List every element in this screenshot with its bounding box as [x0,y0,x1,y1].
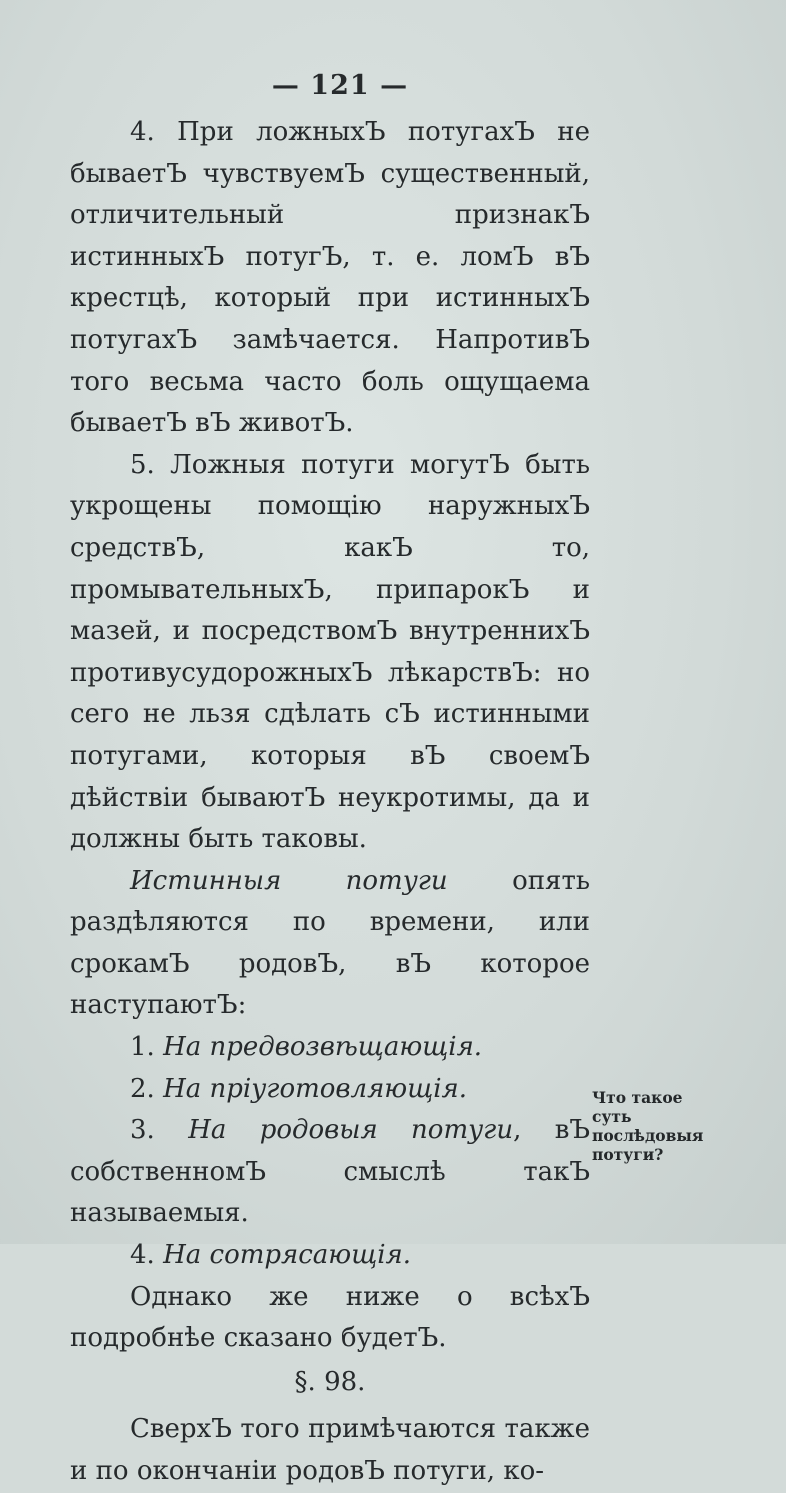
paragraph-5: 5. Ложныя потуги могутЪ быть укрощены помощію наружныхЪ средствЪ, какЪ то, промывательныхЪ, припарокЪ и мазей, и посредствомЪ внутреннихЪ противусудорожныхЪ лѣкарствЪ: но сего не льзя сдѣлать сЪ истинными потугами, которыя вЪ своемЪ дѣйствіи бываютЪ неукротимы, да и должны быть таковы. [70,449,590,855]
list-item-italic: На сотрясающія. [163,1240,412,1271]
margin-note: Что такое суть послѣдовыя потуги? [592,1088,704,1164]
list-item-italic: На пріуготовляющія. [163,1073,468,1104]
intro-italic: Истинныя потуги [130,865,448,896]
intro-rest: опять раздѣляются по времени, или срокамЪ родовЪ, вЪ которое наступаютЪ: [70,865,590,1021]
paragraph-intro [70,861,590,1027]
list-item-italic: На родовыя потуги [188,1115,514,1146]
page-number: — 121 — [271,70,409,101]
list-item-rest: , вЪ собственномЪ смыслѣ такЪ называемыя. [70,1115,591,1229]
last-paragraph: СверхЪ того примѣчаются также и по окончаніи родовЪ потуги, ко- [70,1414,590,1486]
list-item [70,1235,590,1277]
list-item [70,1110,590,1235]
paragraph-4: 4. При ложныхЪ потугахЪ не бываетЪ чувствуемЪ существенный, отличительный признакЪ истинныхЪ потугЪ, т. е. ломЪ вЪ крестцѣ, который при истинныхЪ потугахЪ замѣчается. НапротивЪ того весьма часто боль ощущаема бываетЪ вЪ животЪ. [70,117,590,439]
list-item-number: 2. [130,1073,155,1104]
section-heading: §. 98. [294,1366,366,1397]
list-item-number: 4. [130,1240,155,1271]
closing-paragraph: Однако же ниже о всѣхЪ подробнѣе сказано будетЪ. [70,1281,590,1354]
list-item [70,1069,590,1111]
page-body [70,112,590,1493]
list-item-italic: На предвозвѣщающія. [163,1032,483,1063]
list-item-number: 1. [130,1032,155,1063]
list-item [70,1027,590,1069]
list-item-number: 3. [130,1115,155,1146]
